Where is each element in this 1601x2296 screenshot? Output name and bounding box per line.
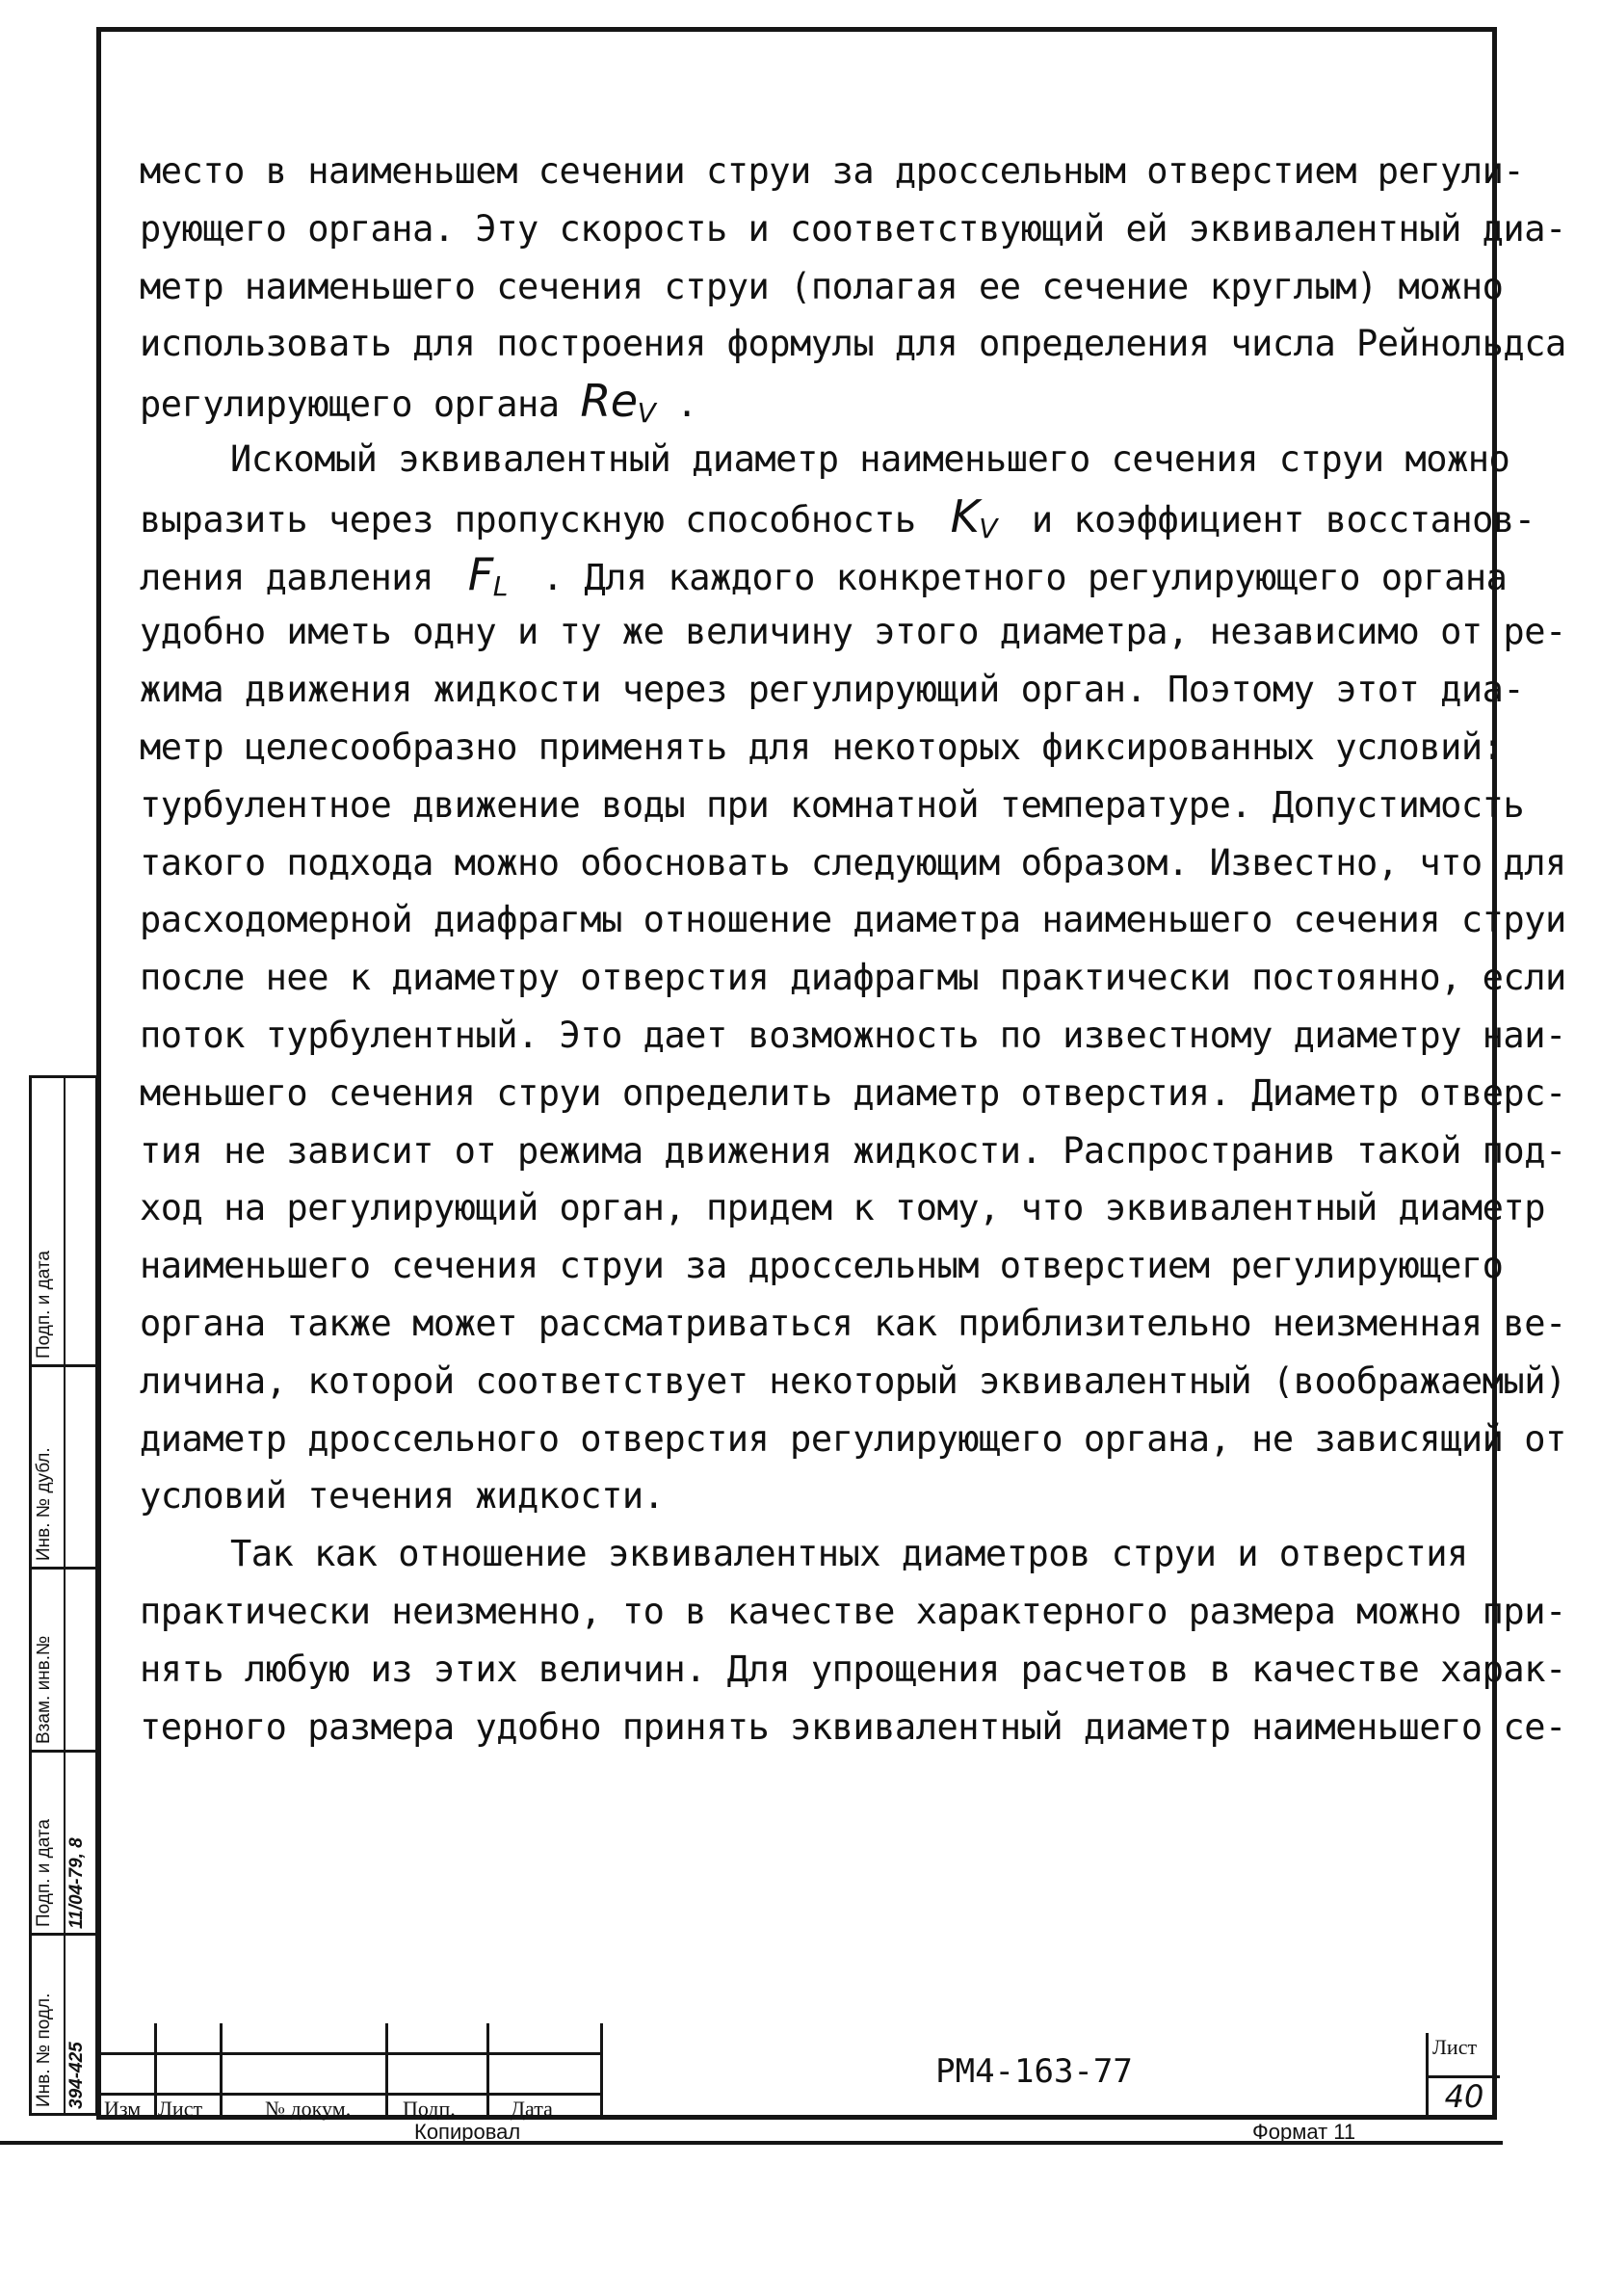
stamp-cell-sign-date [32, 1078, 95, 1367]
kv-symbol: $K_V$ [950, 489, 997, 544]
text-line: поток турбулентный. Это дает возможность по известному диаметру наи- [140, 1014, 1566, 1056]
stamp-label: Подп. и дата [34, 1251, 54, 1359]
text-line: ход на регулирующий орган, придем к тому, что эквивалентный диаметр [140, 1187, 1545, 1229]
grid-line [96, 2052, 600, 2055]
text-line: условий течения жидкости. [140, 1475, 665, 1517]
handwritten-date: 11/04-79, 8 [66, 1837, 87, 1929]
text-line: практически неизменно, то в качестве характерного размера можно при- [140, 1590, 1566, 1632]
header-signature: Подп. [403, 2097, 456, 2121]
handwritten-inventory: 394-425 [66, 2042, 87, 2109]
text-line: турбулентное движение воды при комнатной температуре. Допустимость [140, 783, 1525, 826]
grid-line [220, 2023, 223, 2120]
format-label: Формат 11 [1252, 2120, 1356, 2144]
text-line: жима движения жидкости через регулирующий орган. Поэтому этот диа- [140, 669, 1525, 711]
text-line-with-symbol [140, 488, 1535, 546]
fl-symbol: $F_L$ [467, 547, 508, 602]
reynolds-symbol: $Re_V$ [580, 375, 656, 430]
paragraph-start: Так как отношение эквивалентных диаметров струи и отверстия [230, 1533, 1468, 1575]
title-block [96, 2023, 1497, 2120]
grid-line [385, 2023, 388, 2120]
stamp-cell-replace-inv [32, 1570, 95, 1753]
text-fragment: . [676, 383, 697, 426]
paragraph-start: Искомый эквивалентный диаметр наименьшего сечения струи можно [230, 437, 1510, 480]
text-line-with-symbol [140, 546, 1508, 604]
footer-rule [0, 2141, 1503, 2145]
text-line: терного размера удобно принять эквивалентный диаметр наименьшего се- [140, 1705, 1566, 1748]
stamp-label: Взам. инв.№ [34, 1635, 54, 1744]
text-line-with-symbol [140, 373, 1486, 431]
sheet-box [1426, 2033, 1500, 2120]
page-frame [96, 27, 1566, 2120]
text-line: меньшего сечения струи определить диаметр отверстия. Диаметр отверс- [140, 1071, 1566, 1114]
stamp-label: Подп. и дата [34, 1819, 54, 1927]
sheet-label: Лист [1432, 2035, 1478, 2059]
header-sheet: Лист [158, 2097, 203, 2121]
stamp-cell-dup-inv [32, 1367, 95, 1570]
text-line: тия не зависит от режима движения жидкости. Распространив такой под- [140, 1129, 1566, 1172]
revision-grid [96, 2023, 600, 2120]
text-line: рующего органа. Эту скорость и соответствующий ей эквивалентный диа- [140, 207, 1566, 250]
grid-line [154, 2023, 157, 2120]
text-fragment: регулирующего органа [140, 383, 560, 426]
text-line: использовать для построения формулы для определения числа Рейнольдса [140, 323, 1566, 365]
document-code: РМ4-163-77 [600, 2023, 1465, 2120]
margin-stamp [29, 1075, 98, 2116]
text-line: метр наименьшего сечения струи (полагая ее сечение круглым) можно [140, 265, 1504, 307]
grid-line [486, 2023, 489, 2120]
text-line: нять любую из этих величин. Для упрощения расчетов в качестве харак- [140, 1648, 1566, 1690]
stamp-label: Инв. № подл. [34, 1993, 54, 2107]
header-rev: Изм [104, 2097, 142, 2121]
text-fragment: и коэффициент восстанов- [1031, 498, 1535, 541]
text-line: такого подхода можно обосновать следующим образом. Известно, что для [140, 841, 1566, 884]
stamp-label: Инв. № дубл. [34, 1447, 54, 1561]
text-line: удобно иметь одну и ту же величину этого диаметра, независимо от ре- [140, 611, 1566, 653]
text-line: место в наименьшем сечении струи за дроссельным отверстием регули- [140, 150, 1525, 192]
sheet-number: 40 [1429, 2075, 1500, 2115]
text-line: после нее к диаметру отверстия диафрагмы практически постоянно, если [140, 957, 1566, 999]
header-date: Дата [511, 2097, 553, 2121]
grid-line [96, 2093, 600, 2096]
text-line: органа также может рассматриваться как приблизительно неизменная ве- [140, 1302, 1566, 1344]
text-line: метр целесообразно применять для некоторых фиксированных условий: [140, 726, 1504, 768]
text-fragment: выразить через пропускную способность [140, 498, 916, 541]
body-text [140, 143, 1566, 1755]
text-line: личина, которой соответствует некоторый эквивалентный (воображаемый) [140, 1359, 1566, 1402]
stamp-cell-sign-date-2 [32, 1753, 95, 1936]
stamp-cell-orig-inv [32, 1936, 95, 2113]
header-doc-no: № докум. [265, 2097, 352, 2121]
copied-by-label: Копировал [414, 2120, 521, 2144]
text-line: диаметр дроссельного отверстия регулирующего органа, не зависящий от [140, 1417, 1566, 1460]
text-fragment: . Для каждого конкретного регулирующего органа [541, 556, 1508, 598]
text-line: расходомерной диафрагмы отношение диаметра наименьшего сечения струи [140, 899, 1566, 941]
text-line: наименьшего сечения струи за дроссельным отверстием регулирующего [140, 1245, 1504, 1287]
text-fragment: ления давления [140, 556, 433, 598]
